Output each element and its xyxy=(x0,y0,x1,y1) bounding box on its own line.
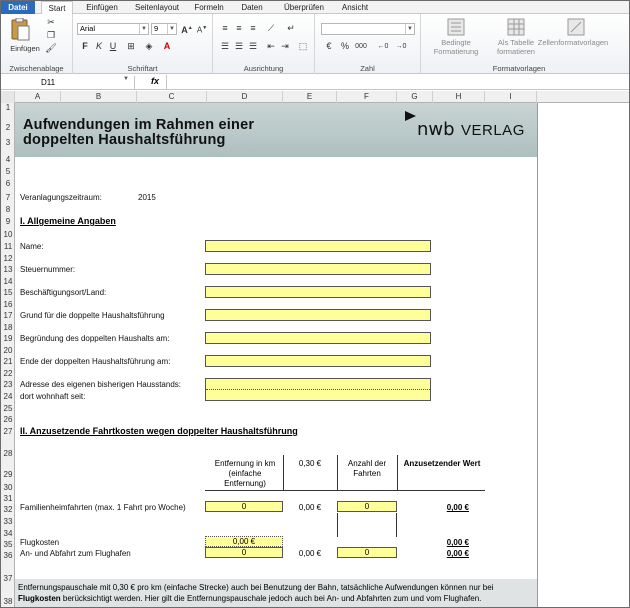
format-as-table-label-1[interactable]: Als Tabelle xyxy=(497,38,535,47)
clipboard-group-label: Zwischenablage xyxy=(9,64,64,73)
grund-input[interactable] xyxy=(205,309,431,321)
conditional-formatting-label-2[interactable]: Formatierung xyxy=(433,47,479,56)
row-header-36[interactable]: 36 xyxy=(3,551,13,560)
row-header-25[interactable]: 25 xyxy=(3,404,13,413)
logo-arrow-icon xyxy=(405,111,417,121)
format-as-table-icon[interactable] xyxy=(507,18,525,36)
familien-km-input[interactable]: 0 xyxy=(205,501,283,512)
field-label-name: Name: xyxy=(20,242,44,251)
font-size-value: 9 xyxy=(154,24,159,33)
ribbon xyxy=(1,14,630,74)
tab-formeln[interactable]: Formeln xyxy=(194,3,224,12)
font-group xyxy=(73,14,213,74)
footnote xyxy=(15,579,537,608)
cell-styles-label[interactable]: Zellenformatvorlagen xyxy=(537,38,609,47)
logo-suffix: VERLAG xyxy=(461,122,525,139)
row-header-27[interactable]: 27 xyxy=(3,427,13,436)
footnote-bold: Flugkosten xyxy=(18,594,61,603)
column-header-b[interactable]: B xyxy=(61,91,137,103)
row-header-11[interactable]: 11 xyxy=(3,242,13,251)
address-divider xyxy=(206,389,430,390)
clipboard-group xyxy=(1,14,73,74)
bold-button[interactable]: F xyxy=(82,41,88,51)
row-header-15[interactable]: 15 xyxy=(3,288,13,297)
tab-ueberpruefen[interactable]: Überprüfen xyxy=(283,3,325,12)
veranlagung-label: Veranlagungszeitraum: xyxy=(20,193,102,202)
align-right-icon[interactable]: ☰ xyxy=(248,41,258,51)
row-header-17[interactable]: 17 xyxy=(3,311,13,320)
formula-bar xyxy=(1,75,630,90)
row-header-32[interactable]: 32 xyxy=(3,505,13,514)
alignment-group xyxy=(213,14,315,74)
field-label-ende: Ende der doppelten Haushaltsführung am: xyxy=(20,357,171,366)
flughafen-km-input[interactable]: 0 xyxy=(205,547,283,558)
row-header-1[interactable]: 1 xyxy=(5,103,11,112)
row-header-30[interactable]: 30 xyxy=(3,483,13,492)
logo-brand: nwb xyxy=(417,119,455,140)
flugkosten-wert: 0,00 € xyxy=(446,538,469,547)
header-rate: 0,30 € xyxy=(298,459,322,468)
footnote-line-1: Entfernungspauschale mit 0,30 € pro km (einfache Strecke) auch bei Benutzung der Bahn, tatsächliche Aufwendungen können nur bei xyxy=(18,583,494,592)
paste-button-label[interactable]: Einfügen xyxy=(10,44,40,53)
row-header-21[interactable]: 21 xyxy=(3,357,13,366)
styles-group-label: Formatvorlagen xyxy=(492,64,546,73)
column-header-i[interactable]: I xyxy=(485,91,537,103)
row-header-37[interactable]: 37 xyxy=(3,574,13,583)
wohnhaft-label: dort wohnhaft seit: xyxy=(20,392,86,401)
chevron-down-icon: ▼ xyxy=(167,24,176,34)
row-header xyxy=(1,103,15,608)
row-header-38[interactable]: 38 xyxy=(3,597,13,606)
header-anzahl-line-1: Anzahl der xyxy=(347,459,387,468)
chevron-down-icon: ▼ xyxy=(139,24,148,34)
row-header-26[interactable]: 26 xyxy=(3,415,13,424)
tab-einfuegen[interactable]: Einfügen xyxy=(86,3,118,12)
format-as-table-label-2[interactable]: formatieren xyxy=(497,47,535,56)
row-label-familienheimfahrten: Familienheimfahrten (max. 1 Fahrt pro Woche) xyxy=(20,503,186,512)
header-anzahl xyxy=(337,459,397,479)
familien-anzahl-input[interactable]: 0 xyxy=(337,501,397,512)
tab-seitenlayout[interactable]: Seitenlayout xyxy=(134,3,180,12)
row-header-8[interactable]: 8 xyxy=(5,205,11,214)
familien-rate: 0,00 € xyxy=(298,503,322,512)
name-box[interactable]: D11 xyxy=(1,76,135,89)
column-header-c[interactable]: C xyxy=(137,91,207,103)
fx-icon[interactable]: fx xyxy=(151,76,160,86)
section-2-heading: II. Anzusetzende Fahrtkosten wegen doppelter Haushaltsführung xyxy=(20,426,298,436)
grow-font-icon[interactable]: A▲ xyxy=(181,25,193,35)
tab-ansicht[interactable]: Ansicht xyxy=(341,3,369,12)
ende-input[interactable] xyxy=(205,355,431,367)
field-label-grund: Grund für die doppelte Haushaltsführung xyxy=(20,311,165,320)
row-header-6[interactable]: 6 xyxy=(5,179,11,188)
chevron-down-icon: ▼ xyxy=(405,24,414,34)
align-bottom-icon[interactable]: ≡ xyxy=(250,23,256,33)
align-left-icon[interactable]: ☰ xyxy=(220,41,230,51)
indent-increase-icon[interactable]: ⇥ xyxy=(281,41,289,51)
ribbon-tab-bar xyxy=(1,1,630,14)
header-anzahl-line-2: Fahrten xyxy=(353,469,381,478)
formula-input[interactable] xyxy=(166,75,630,89)
flugkosten-input[interactable]: 0,00 € xyxy=(205,536,283,547)
header-entfernung xyxy=(207,459,283,489)
header-divider-1 xyxy=(283,455,284,491)
alignment-group-label: Ausrichtung xyxy=(243,64,284,73)
header-entfernung-line-2: (einfache xyxy=(228,469,262,478)
name-input[interactable] xyxy=(205,240,431,252)
header-divider-2 xyxy=(337,455,338,491)
column-header-d[interactable]: D xyxy=(207,91,283,103)
field-label-begruendung: Begründung des doppelten Haushalts am: xyxy=(20,334,170,343)
cell-styles-icon[interactable] xyxy=(567,18,585,36)
address-label: Adresse des eigenen bisherigen Hausstands: xyxy=(20,380,181,389)
select-all-corner[interactable] xyxy=(1,91,15,103)
indent-decrease-icon[interactable]: ⇤ xyxy=(267,41,275,51)
align-top-icon[interactable]: ≡ xyxy=(222,23,228,33)
number-group xyxy=(315,14,421,74)
tab-datei[interactable]: Datei xyxy=(1,1,35,14)
row-header-29[interactable]: 29 xyxy=(3,470,13,479)
row-label-flugkosten: Flugkosten xyxy=(20,538,60,547)
row-label-flughafen: An- und Abfahrt zum Flughafen xyxy=(20,549,131,558)
flughafen-rate: 0,00 € xyxy=(298,549,322,558)
format-painter-icon[interactable]: 🖌 xyxy=(45,43,57,53)
familien-wert: 0,00 € xyxy=(446,503,469,512)
steuernummer-input[interactable] xyxy=(205,263,431,275)
row-header-23[interactable]: 23 xyxy=(3,380,13,389)
chevron-down-icon[interactable]: ▼ xyxy=(123,76,129,82)
font-size-select[interactable] xyxy=(151,23,177,35)
number-format-select[interactable] xyxy=(321,23,415,35)
begruendung-input[interactable] xyxy=(205,332,431,344)
row-header-19[interactable]: 19 xyxy=(3,334,13,343)
percent-icon[interactable]: % xyxy=(340,41,349,51)
row-header-18[interactable]: 18 xyxy=(3,323,13,332)
flughafen-wert: 0,00 € xyxy=(446,549,469,558)
row-header-12[interactable]: 12 xyxy=(3,254,13,263)
header-entfernung-line-3: Entfernung) xyxy=(224,479,266,488)
row-header-31[interactable]: 31 xyxy=(3,494,13,503)
italic-button[interactable]: K xyxy=(95,41,102,51)
decrease-decimal-icon[interactable]: →0 xyxy=(395,43,407,50)
font-name-value: Arial xyxy=(80,24,96,33)
paste-icon[interactable] xyxy=(9,18,31,42)
row-header-35[interactable]: 35 xyxy=(3,540,13,549)
column-header-e[interactable]: E xyxy=(283,91,337,103)
cut-icon[interactable]: ✂ xyxy=(47,17,55,27)
font-color-icon[interactable]: A xyxy=(163,41,171,51)
row-header-16[interactable]: 16 xyxy=(3,300,13,309)
merge-cells-icon[interactable]: ⬚ xyxy=(298,41,308,51)
footnote-line-2 xyxy=(18,593,534,604)
column-header-h[interactable]: H xyxy=(433,91,485,103)
beschaeftigungsort-input[interactable] xyxy=(205,286,431,298)
row-header-3[interactable]: 3 xyxy=(5,138,11,147)
tab-start[interactable]: Start xyxy=(41,1,73,15)
row-header-7[interactable]: 7 xyxy=(5,193,11,202)
row-header-14[interactable]: 14 xyxy=(3,277,13,286)
sheet-outside-area xyxy=(537,103,630,608)
title-line-1: Aufwendungen im Rahmen einer xyxy=(23,117,255,133)
header-rule xyxy=(205,490,485,491)
column-header xyxy=(1,91,630,103)
row-header-24[interactable]: 24 xyxy=(3,392,13,401)
align-center-icon[interactable]: ☰ xyxy=(234,41,244,51)
conditional-formatting-label-1[interactable]: Bedingte xyxy=(441,38,471,47)
conditional-formatting-icon[interactable] xyxy=(447,18,465,36)
styles-group xyxy=(421,14,617,74)
row-header-20[interactable]: 20 xyxy=(3,346,13,355)
fill-color-icon[interactable]: ◈ xyxy=(145,41,153,51)
header-divider-3 xyxy=(397,455,398,491)
currency-icon[interactable]: € xyxy=(326,41,332,51)
footnote-rest: berücksichtigt werden. Hier gilt die Entfernungspauschale jedoch auch bei An- und Abfahrten zum und vom Flughafen. xyxy=(60,594,482,603)
thousands-icon[interactable]: 000 xyxy=(355,43,367,50)
worksheet[interactable] xyxy=(15,103,537,608)
header-wert: Anzusetzender Wert xyxy=(403,459,481,468)
number-group-label: Zahl xyxy=(360,64,375,73)
row-header-34[interactable]: 34 xyxy=(3,529,13,538)
border-icon[interactable]: ⊞ xyxy=(127,41,135,51)
wrap-text-icon[interactable]: ↵ xyxy=(287,23,295,33)
row-header-10[interactable]: 10 xyxy=(3,230,13,239)
title-banner xyxy=(15,103,537,157)
row-header-2[interactable]: 2 xyxy=(5,123,11,132)
row-header-4[interactable]: 4 xyxy=(5,155,11,164)
row-header-5[interactable]: 5 xyxy=(5,167,11,176)
field-label-beschaeftigungsort: Beschäftigungsort/Land: xyxy=(20,288,107,297)
row-header-28[interactable]: 28 xyxy=(3,449,13,458)
row-header-33[interactable]: 33 xyxy=(3,517,13,526)
address-input[interactable] xyxy=(205,378,431,401)
title-line-2: doppelten Haushaltsführung xyxy=(23,132,226,148)
column-header-g[interactable]: G xyxy=(397,91,433,103)
flughafen-anzahl-input[interactable]: 0 xyxy=(337,547,397,558)
increase-decimal-icon[interactable]: ←0 xyxy=(377,43,389,50)
column-header-f[interactable]: F xyxy=(337,91,397,103)
field-label-steuernummer: Steuernummer: xyxy=(20,265,76,274)
font-group-label: Schriftart xyxy=(127,64,158,73)
column-header-a[interactable]: A xyxy=(15,91,61,103)
orientation-icon[interactable]: ⟋ xyxy=(267,23,275,33)
section-1-heading: I. Allgemeine Angaben xyxy=(20,216,116,226)
copy-icon[interactable]: ❐ xyxy=(46,30,56,40)
header-entfernung-line-1: Entfernung in km xyxy=(214,459,276,468)
underline-button[interactable]: U xyxy=(109,41,117,51)
font-name-select[interactable] xyxy=(77,23,149,35)
veranlagung-year[interactable]: 2015 xyxy=(138,193,156,202)
tab-daten[interactable]: Daten xyxy=(241,3,263,12)
row-header-22[interactable]: 22 xyxy=(3,369,13,378)
row-header-13[interactable]: 13 xyxy=(3,265,13,274)
align-middle-icon[interactable]: ≡ xyxy=(236,23,242,33)
shrink-font-icon[interactable]: A▼ xyxy=(196,25,208,35)
row-header-9[interactable]: 9 xyxy=(5,217,11,226)
anzahl-column-frame xyxy=(337,513,397,537)
